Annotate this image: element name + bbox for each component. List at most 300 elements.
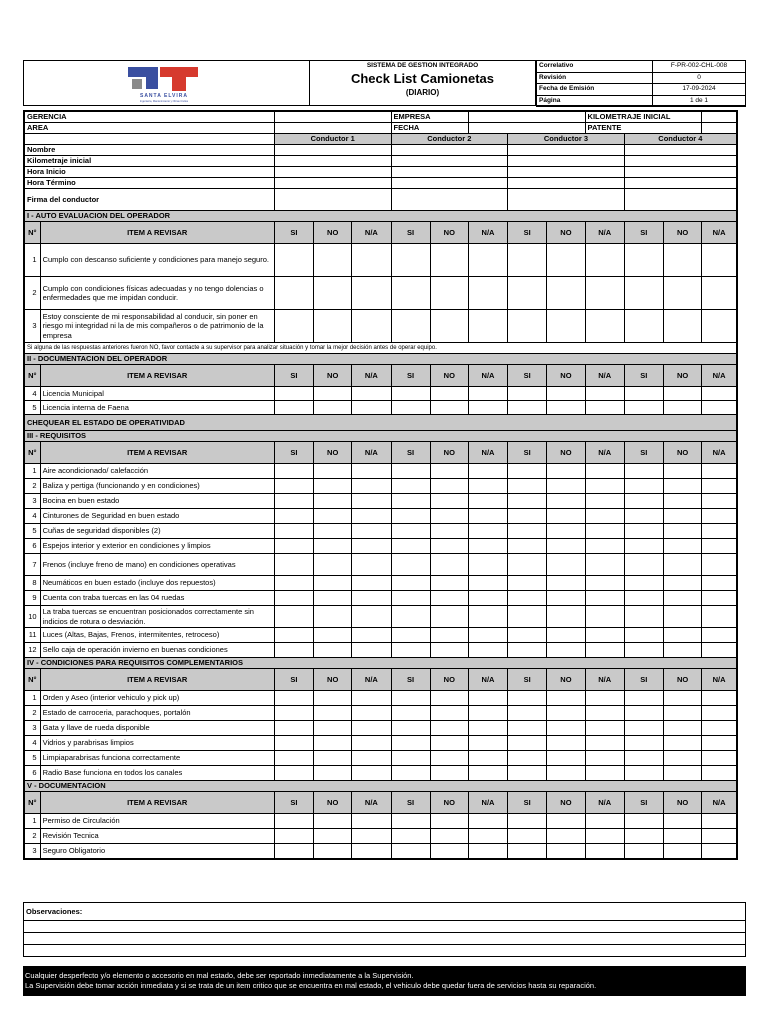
check-cell[interactable] bbox=[468, 244, 507, 277]
check-cell[interactable] bbox=[314, 464, 352, 479]
check-cell[interactable] bbox=[547, 766, 585, 781]
check-cell[interactable] bbox=[430, 814, 468, 829]
check-cell[interactable] bbox=[663, 310, 701, 343]
check-cell[interactable] bbox=[585, 494, 624, 509]
check-cell[interactable] bbox=[663, 766, 701, 781]
check-cell[interactable] bbox=[391, 643, 430, 658]
check-cell[interactable] bbox=[624, 479, 663, 494]
fecha-field[interactable] bbox=[468, 123, 585, 134]
check-cell[interactable] bbox=[430, 387, 468, 401]
check-cell[interactable] bbox=[391, 691, 430, 706]
check-cell[interactable] bbox=[430, 751, 468, 766]
check-cell[interactable] bbox=[663, 244, 701, 277]
check-cell[interactable] bbox=[547, 494, 585, 509]
check-cell[interactable] bbox=[702, 721, 737, 736]
check-cell[interactable] bbox=[663, 401, 701, 415]
check-cell[interactable] bbox=[702, 494, 737, 509]
check-cell[interactable] bbox=[391, 829, 430, 844]
check-cell[interactable] bbox=[663, 606, 701, 628]
check-cell[interactable] bbox=[274, 814, 313, 829]
check-cell[interactable] bbox=[624, 464, 663, 479]
check-cell[interactable] bbox=[585, 628, 624, 643]
check-cell[interactable] bbox=[391, 524, 430, 539]
check-cell[interactable] bbox=[430, 721, 468, 736]
check-cell[interactable] bbox=[702, 766, 737, 781]
check-cell[interactable] bbox=[547, 628, 585, 643]
driver-field-input[interactable] bbox=[391, 145, 508, 156]
check-cell[interactable] bbox=[391, 509, 430, 524]
check-cell[interactable] bbox=[702, 706, 737, 721]
check-cell[interactable] bbox=[352, 721, 391, 736]
check-cell[interactable] bbox=[274, 401, 313, 415]
check-cell[interactable] bbox=[508, 844, 547, 859]
check-cell[interactable] bbox=[274, 277, 313, 310]
check-cell[interactable] bbox=[274, 628, 313, 643]
check-cell[interactable] bbox=[624, 628, 663, 643]
check-cell[interactable] bbox=[391, 751, 430, 766]
check-cell[interactable] bbox=[274, 691, 313, 706]
check-cell[interactable] bbox=[585, 606, 624, 628]
check-cell[interactable] bbox=[430, 691, 468, 706]
check-cell[interactable] bbox=[508, 494, 547, 509]
check-cell[interactable] bbox=[352, 387, 391, 401]
check-cell[interactable] bbox=[663, 814, 701, 829]
check-cell[interactable] bbox=[508, 576, 547, 591]
check-cell[interactable] bbox=[468, 509, 507, 524]
check-cell[interactable] bbox=[702, 401, 737, 415]
check-cell[interactable] bbox=[702, 509, 737, 524]
check-cell[interactable] bbox=[352, 401, 391, 415]
check-cell[interactable] bbox=[585, 401, 624, 415]
check-cell[interactable] bbox=[468, 721, 507, 736]
check-cell[interactable] bbox=[468, 628, 507, 643]
check-cell[interactable] bbox=[314, 628, 352, 643]
check-cell[interactable] bbox=[585, 524, 624, 539]
check-cell[interactable] bbox=[624, 554, 663, 576]
check-cell[interactable] bbox=[314, 721, 352, 736]
check-cell[interactable] bbox=[663, 479, 701, 494]
check-cell[interactable] bbox=[585, 310, 624, 343]
check-cell[interactable] bbox=[391, 401, 430, 415]
check-cell[interactable] bbox=[585, 591, 624, 606]
check-cell[interactable] bbox=[663, 509, 701, 524]
check-cell[interactable] bbox=[391, 277, 430, 310]
check-cell[interactable] bbox=[274, 387, 313, 401]
check-cell[interactable] bbox=[663, 576, 701, 591]
empresa-field[interactable] bbox=[468, 111, 585, 123]
check-cell[interactable] bbox=[547, 509, 585, 524]
check-cell[interactable] bbox=[314, 591, 352, 606]
check-cell[interactable] bbox=[702, 814, 737, 829]
check-cell[interactable] bbox=[547, 401, 585, 415]
check-cell[interactable] bbox=[314, 576, 352, 591]
driver-field-input[interactable] bbox=[508, 156, 625, 167]
check-cell[interactable] bbox=[663, 524, 701, 539]
check-cell[interactable] bbox=[274, 494, 313, 509]
check-cell[interactable] bbox=[274, 606, 313, 628]
check-cell[interactable] bbox=[585, 691, 624, 706]
check-cell[interactable] bbox=[274, 524, 313, 539]
check-cell[interactable] bbox=[468, 387, 507, 401]
check-cell[interactable] bbox=[585, 844, 624, 859]
area-field[interactable] bbox=[274, 123, 391, 134]
check-cell[interactable] bbox=[468, 277, 507, 310]
check-cell[interactable] bbox=[624, 844, 663, 859]
driver-field-input[interactable] bbox=[508, 167, 625, 178]
check-cell[interactable] bbox=[352, 606, 391, 628]
check-cell[interactable] bbox=[352, 310, 391, 343]
check-cell[interactable] bbox=[663, 829, 701, 844]
check-cell[interactable] bbox=[508, 387, 547, 401]
check-cell[interactable] bbox=[430, 643, 468, 658]
check-cell[interactable] bbox=[352, 494, 391, 509]
check-cell[interactable] bbox=[314, 244, 352, 277]
driver-field-input[interactable] bbox=[274, 145, 391, 156]
check-cell[interactable] bbox=[624, 277, 663, 310]
check-cell[interactable] bbox=[274, 643, 313, 658]
check-cell[interactable] bbox=[585, 766, 624, 781]
driver-field-input[interactable] bbox=[508, 145, 625, 156]
check-cell[interactable] bbox=[430, 628, 468, 643]
check-cell[interactable] bbox=[508, 310, 547, 343]
check-cell[interactable] bbox=[314, 829, 352, 844]
check-cell[interactable] bbox=[391, 606, 430, 628]
check-cell[interactable] bbox=[585, 479, 624, 494]
check-cell[interactable] bbox=[508, 277, 547, 310]
check-cell[interactable] bbox=[468, 691, 507, 706]
check-cell[interactable] bbox=[624, 721, 663, 736]
check-cell[interactable] bbox=[274, 479, 313, 494]
check-cell[interactable] bbox=[585, 576, 624, 591]
check-cell[interactable] bbox=[430, 494, 468, 509]
check-cell[interactable] bbox=[314, 539, 352, 554]
check-cell[interactable] bbox=[391, 576, 430, 591]
check-cell[interactable] bbox=[430, 554, 468, 576]
check-cell[interactable] bbox=[702, 643, 737, 658]
check-cell[interactable] bbox=[547, 751, 585, 766]
check-cell[interactable] bbox=[274, 464, 313, 479]
check-cell[interactable] bbox=[430, 401, 468, 415]
check-cell[interactable] bbox=[624, 576, 663, 591]
driver-field-input[interactable] bbox=[624, 178, 737, 189]
check-cell[interactable] bbox=[468, 464, 507, 479]
check-cell[interactable] bbox=[585, 509, 624, 524]
check-cell[interactable] bbox=[624, 766, 663, 781]
check-cell[interactable] bbox=[274, 844, 313, 859]
check-cell[interactable] bbox=[663, 591, 701, 606]
driver-field-input[interactable] bbox=[391, 167, 508, 178]
check-cell[interactable] bbox=[508, 814, 547, 829]
check-cell[interactable] bbox=[508, 244, 547, 277]
check-cell[interactable] bbox=[352, 643, 391, 658]
check-cell[interactable] bbox=[508, 706, 547, 721]
check-cell[interactable] bbox=[274, 554, 313, 576]
check-cell[interactable] bbox=[624, 539, 663, 554]
check-cell[interactable] bbox=[314, 387, 352, 401]
check-cell[interactable] bbox=[352, 591, 391, 606]
check-cell[interactable] bbox=[547, 479, 585, 494]
check-cell[interactable] bbox=[391, 628, 430, 643]
check-cell[interactable] bbox=[585, 736, 624, 751]
check-cell[interactable] bbox=[508, 751, 547, 766]
check-cell[interactable] bbox=[314, 479, 352, 494]
check-cell[interactable] bbox=[547, 591, 585, 606]
check-cell[interactable] bbox=[430, 706, 468, 721]
check-cell[interactable] bbox=[314, 766, 352, 781]
check-cell[interactable] bbox=[430, 766, 468, 781]
check-cell[interactable] bbox=[547, 576, 585, 591]
check-cell[interactable] bbox=[624, 509, 663, 524]
check-cell[interactable] bbox=[663, 844, 701, 859]
check-cell[interactable] bbox=[430, 591, 468, 606]
check-cell[interactable] bbox=[508, 479, 547, 494]
check-cell[interactable] bbox=[663, 554, 701, 576]
check-cell[interactable] bbox=[391, 721, 430, 736]
check-cell[interactable] bbox=[468, 524, 507, 539]
driver-field-input[interactable] bbox=[624, 156, 737, 167]
check-cell[interactable] bbox=[274, 310, 313, 343]
check-cell[interactable] bbox=[314, 310, 352, 343]
driver-field-input[interactable] bbox=[274, 167, 391, 178]
check-cell[interactable] bbox=[547, 524, 585, 539]
check-cell[interactable] bbox=[508, 766, 547, 781]
check-cell[interactable] bbox=[352, 539, 391, 554]
check-cell[interactable] bbox=[702, 844, 737, 859]
check-cell[interactable] bbox=[702, 310, 737, 343]
check-cell[interactable] bbox=[585, 464, 624, 479]
check-cell[interactable] bbox=[508, 628, 547, 643]
check-cell[interactable] bbox=[585, 244, 624, 277]
check-cell[interactable] bbox=[391, 554, 430, 576]
check-cell[interactable] bbox=[352, 751, 391, 766]
check-cell[interactable] bbox=[430, 524, 468, 539]
check-cell[interactable] bbox=[352, 244, 391, 277]
check-cell[interactable] bbox=[274, 539, 313, 554]
check-cell[interactable] bbox=[547, 706, 585, 721]
check-cell[interactable] bbox=[663, 721, 701, 736]
km-inicial-field[interactable] bbox=[702, 111, 737, 123]
check-cell[interactable] bbox=[702, 244, 737, 277]
check-cell[interactable] bbox=[391, 814, 430, 829]
check-cell[interactable] bbox=[274, 509, 313, 524]
check-cell[interactable] bbox=[468, 829, 507, 844]
check-cell[interactable] bbox=[624, 494, 663, 509]
check-cell[interactable] bbox=[352, 691, 391, 706]
check-cell[interactable] bbox=[547, 554, 585, 576]
gerencia-field[interactable] bbox=[274, 111, 391, 123]
check-cell[interactable] bbox=[702, 554, 737, 576]
check-cell[interactable] bbox=[391, 706, 430, 721]
check-cell[interactable] bbox=[468, 736, 507, 751]
driver-field-input[interactable] bbox=[274, 178, 391, 189]
check-cell[interactable] bbox=[663, 277, 701, 310]
check-cell[interactable] bbox=[430, 844, 468, 859]
check-cell[interactable] bbox=[468, 606, 507, 628]
driver-field-input[interactable] bbox=[391, 156, 508, 167]
check-cell[interactable] bbox=[663, 691, 701, 706]
check-cell[interactable] bbox=[314, 691, 352, 706]
check-cell[interactable] bbox=[585, 829, 624, 844]
check-cell[interactable] bbox=[468, 706, 507, 721]
driver-field-input[interactable] bbox=[274, 189, 391, 211]
check-cell[interactable] bbox=[352, 479, 391, 494]
check-cell[interactable] bbox=[391, 766, 430, 781]
check-cell[interactable] bbox=[702, 736, 737, 751]
check-cell[interactable] bbox=[314, 524, 352, 539]
driver-field-input[interactable] bbox=[274, 156, 391, 167]
check-cell[interactable] bbox=[547, 464, 585, 479]
check-cell[interactable] bbox=[314, 277, 352, 310]
check-cell[interactable] bbox=[663, 539, 701, 554]
check-cell[interactable] bbox=[508, 606, 547, 628]
check-cell[interactable] bbox=[314, 401, 352, 415]
driver-field-input[interactable] bbox=[624, 167, 737, 178]
driver-field-input[interactable] bbox=[624, 145, 737, 156]
check-cell[interactable] bbox=[314, 706, 352, 721]
check-cell[interactable] bbox=[663, 494, 701, 509]
check-cell[interactable] bbox=[702, 829, 737, 844]
check-cell[interactable] bbox=[430, 244, 468, 277]
driver-field-input[interactable] bbox=[508, 189, 625, 211]
check-cell[interactable] bbox=[314, 554, 352, 576]
check-cell[interactable] bbox=[352, 844, 391, 859]
check-cell[interactable] bbox=[585, 706, 624, 721]
check-cell[interactable] bbox=[508, 591, 547, 606]
check-cell[interactable] bbox=[468, 844, 507, 859]
check-cell[interactable] bbox=[430, 464, 468, 479]
check-cell[interactable] bbox=[585, 387, 624, 401]
check-cell[interactable] bbox=[468, 643, 507, 658]
check-cell[interactable] bbox=[702, 606, 737, 628]
check-cell[interactable] bbox=[391, 387, 430, 401]
check-cell[interactable] bbox=[702, 387, 737, 401]
check-cell[interactable] bbox=[663, 464, 701, 479]
check-cell[interactable] bbox=[547, 244, 585, 277]
check-cell[interactable] bbox=[314, 494, 352, 509]
check-cell[interactable] bbox=[585, 539, 624, 554]
check-cell[interactable] bbox=[391, 479, 430, 494]
check-cell[interactable] bbox=[585, 643, 624, 658]
check-cell[interactable] bbox=[547, 829, 585, 844]
check-cell[interactable] bbox=[468, 479, 507, 494]
check-cell[interactable] bbox=[663, 643, 701, 658]
check-cell[interactable] bbox=[585, 814, 624, 829]
check-cell[interactable] bbox=[391, 844, 430, 859]
check-cell[interactable] bbox=[624, 387, 663, 401]
check-cell[interactable] bbox=[702, 628, 737, 643]
driver-field-input[interactable] bbox=[624, 189, 737, 211]
check-cell[interactable] bbox=[547, 606, 585, 628]
check-cell[interactable] bbox=[274, 706, 313, 721]
check-cell[interactable] bbox=[624, 524, 663, 539]
driver-field-input[interactable] bbox=[391, 189, 508, 211]
check-cell[interactable] bbox=[585, 721, 624, 736]
check-cell[interactable] bbox=[274, 591, 313, 606]
check-cell[interactable] bbox=[702, 576, 737, 591]
check-cell[interactable] bbox=[468, 554, 507, 576]
check-cell[interactable] bbox=[624, 829, 663, 844]
check-cell[interactable] bbox=[430, 606, 468, 628]
check-cell[interactable] bbox=[391, 494, 430, 509]
check-cell[interactable] bbox=[274, 829, 313, 844]
check-cell[interactable] bbox=[430, 829, 468, 844]
check-cell[interactable] bbox=[624, 706, 663, 721]
check-cell[interactable] bbox=[663, 736, 701, 751]
check-cell[interactable] bbox=[274, 576, 313, 591]
check-cell[interactable] bbox=[430, 479, 468, 494]
check-cell[interactable] bbox=[468, 751, 507, 766]
check-cell[interactable] bbox=[430, 310, 468, 343]
check-cell[interactable] bbox=[547, 310, 585, 343]
check-cell[interactable] bbox=[663, 706, 701, 721]
check-cell[interactable] bbox=[508, 691, 547, 706]
check-cell[interactable] bbox=[508, 509, 547, 524]
check-cell[interactable] bbox=[352, 628, 391, 643]
driver-field-input[interactable] bbox=[508, 178, 625, 189]
check-cell[interactable] bbox=[314, 844, 352, 859]
check-cell[interactable] bbox=[468, 310, 507, 343]
check-cell[interactable] bbox=[547, 814, 585, 829]
check-cell[interactable] bbox=[274, 736, 313, 751]
observations-line[interactable] bbox=[24, 921, 746, 933]
check-cell[interactable] bbox=[547, 643, 585, 658]
check-cell[interactable] bbox=[663, 387, 701, 401]
check-cell[interactable] bbox=[585, 751, 624, 766]
check-cell[interactable] bbox=[702, 539, 737, 554]
check-cell[interactable] bbox=[547, 387, 585, 401]
check-cell[interactable] bbox=[430, 736, 468, 751]
check-cell[interactable] bbox=[547, 691, 585, 706]
check-cell[interactable] bbox=[468, 591, 507, 606]
check-cell[interactable] bbox=[391, 539, 430, 554]
check-cell[interactable] bbox=[352, 554, 391, 576]
check-cell[interactable] bbox=[547, 844, 585, 859]
check-cell[interactable] bbox=[702, 751, 737, 766]
check-cell[interactable] bbox=[624, 814, 663, 829]
check-cell[interactable] bbox=[352, 576, 391, 591]
check-cell[interactable] bbox=[624, 310, 663, 343]
check-cell[interactable] bbox=[314, 736, 352, 751]
check-cell[interactable] bbox=[314, 606, 352, 628]
check-cell[interactable] bbox=[702, 524, 737, 539]
check-cell[interactable] bbox=[352, 829, 391, 844]
check-cell[interactable] bbox=[702, 277, 737, 310]
check-cell[interactable] bbox=[274, 244, 313, 277]
check-cell[interactable] bbox=[352, 706, 391, 721]
check-cell[interactable] bbox=[352, 277, 391, 310]
check-cell[interactable] bbox=[391, 591, 430, 606]
check-cell[interactable] bbox=[702, 479, 737, 494]
check-cell[interactable] bbox=[274, 751, 313, 766]
check-cell[interactable] bbox=[508, 736, 547, 751]
driver-field-input[interactable] bbox=[391, 178, 508, 189]
check-cell[interactable] bbox=[702, 464, 737, 479]
check-cell[interactable] bbox=[352, 464, 391, 479]
check-cell[interactable] bbox=[468, 539, 507, 554]
check-cell[interactable] bbox=[585, 554, 624, 576]
check-cell[interactable] bbox=[391, 464, 430, 479]
check-cell[interactable] bbox=[624, 591, 663, 606]
check-cell[interactable] bbox=[508, 829, 547, 844]
check-cell[interactable] bbox=[508, 539, 547, 554]
check-cell[interactable] bbox=[468, 401, 507, 415]
check-cell[interactable] bbox=[468, 494, 507, 509]
check-cell[interactable] bbox=[508, 524, 547, 539]
check-cell[interactable] bbox=[547, 277, 585, 310]
check-cell[interactable] bbox=[430, 509, 468, 524]
check-cell[interactable] bbox=[352, 524, 391, 539]
check-cell[interactable] bbox=[314, 814, 352, 829]
